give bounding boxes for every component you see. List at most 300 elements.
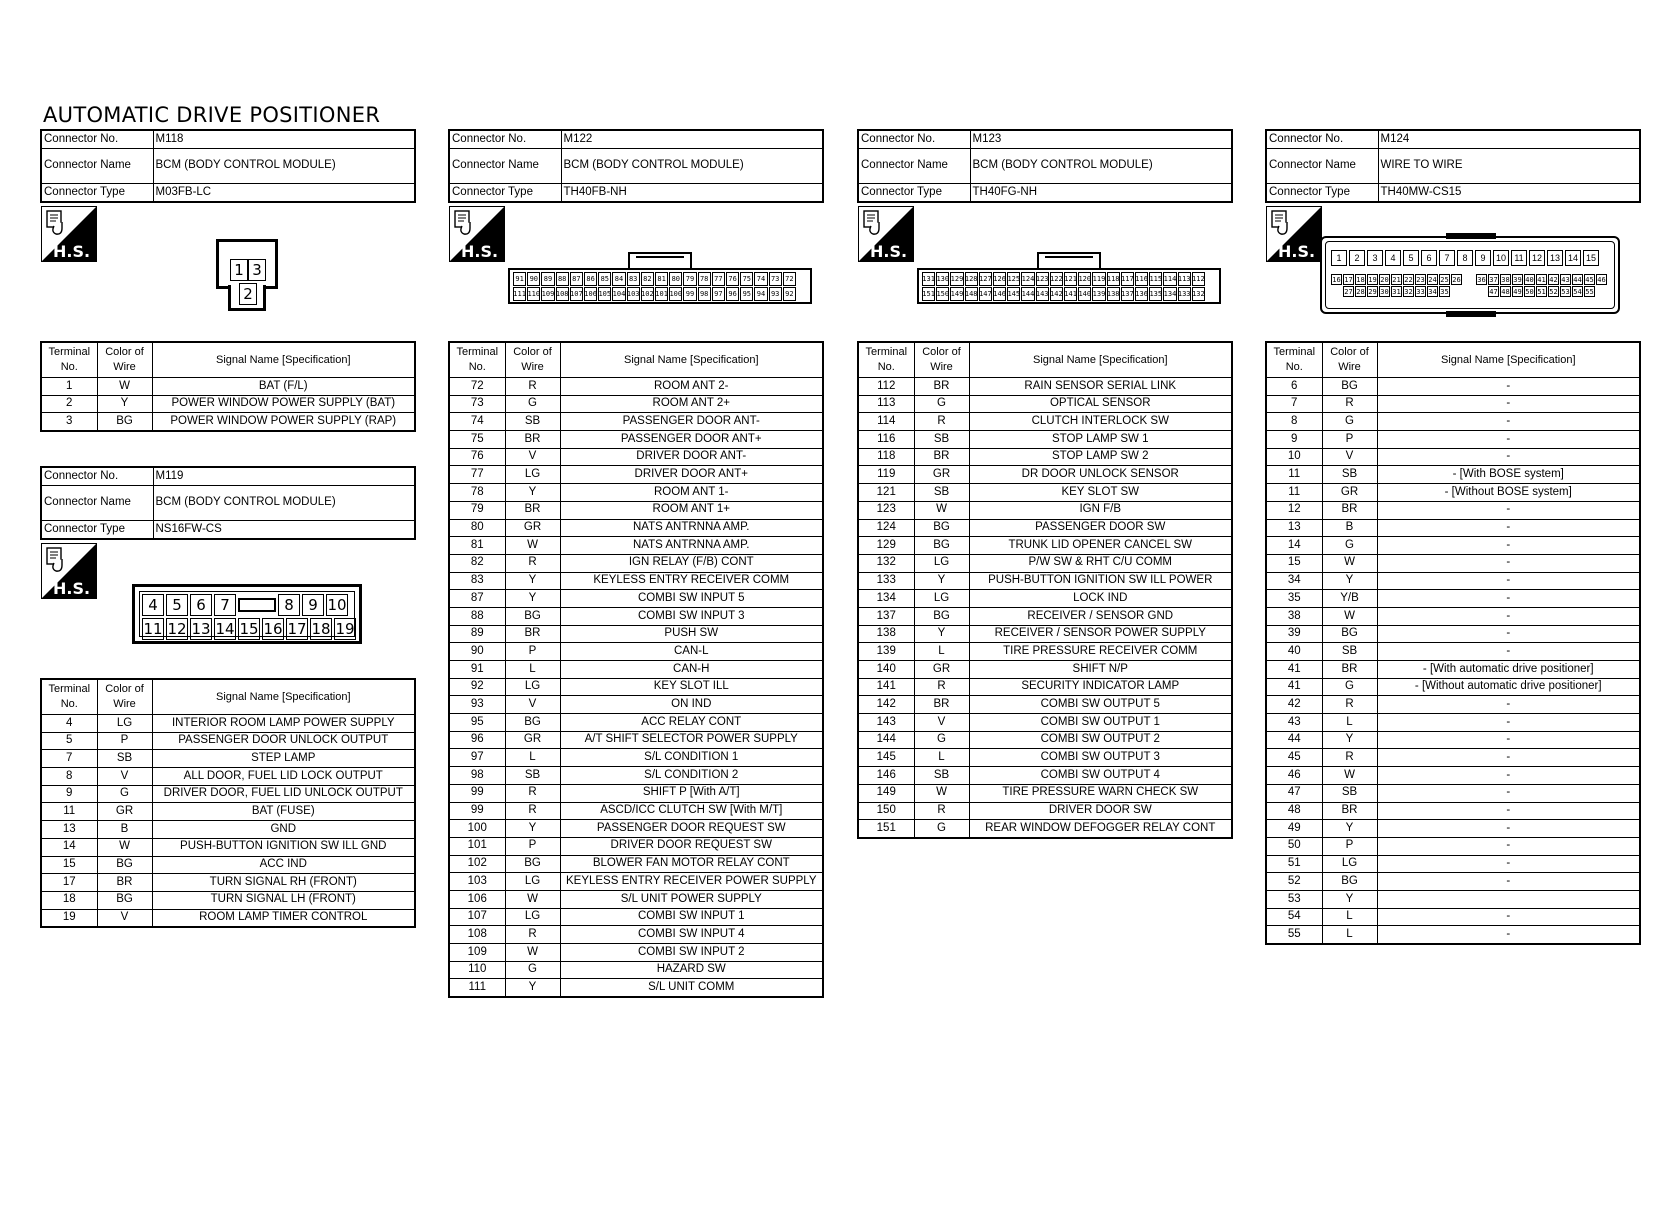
connector-pin: 105	[598, 287, 611, 301]
connector-pin: 5	[1403, 250, 1419, 266]
signal-name-cell: COMBI SW INPUT 4	[560, 926, 823, 944]
connector-pin: 138	[1107, 287, 1120, 301]
signal-name-cell: BAT (FUSE)	[152, 803, 415, 821]
connector-pin: 17	[1344, 275, 1353, 284]
wire-color-cell: G	[914, 395, 969, 413]
table-row	[449, 873, 823, 891]
wire-color-cell: BG	[1322, 378, 1377, 396]
hs-label: H.S.	[1278, 242, 1316, 261]
terminal-no-cell: 140	[858, 661, 914, 679]
connector-pin: 82	[641, 272, 654, 286]
terminal-no-cell: 7	[1266, 395, 1322, 413]
table-row	[1266, 926, 1640, 944]
table-row	[1266, 714, 1640, 732]
connector-face-m124	[1320, 236, 1620, 314]
table-row	[858, 714, 1232, 732]
connector-pin: 29	[1368, 287, 1377, 296]
connector-pin: 45	[1585, 275, 1594, 284]
connector-pin: 135	[1149, 287, 1162, 301]
connector-pin: 18	[311, 620, 331, 638]
wire-color-cell: BG	[505, 607, 560, 625]
terminal-no-cell: 138	[858, 625, 914, 643]
connector-pin: 97	[712, 287, 725, 301]
signal-table	[1265, 341, 1641, 945]
connector-pin: 32	[1404, 287, 1413, 296]
wire-color-cell: GR	[1322, 484, 1377, 502]
signal-name-cell: -	[1377, 431, 1640, 449]
table-row	[449, 767, 823, 785]
signal-name-cell: IGN F/B	[969, 501, 1232, 519]
wire-color-cell: LG	[505, 678, 560, 696]
connector-pin: 14	[1565, 250, 1581, 266]
connector-pin: 15	[239, 620, 259, 638]
signal-name-cell: SHIFT N/P	[969, 661, 1232, 679]
table-row	[449, 926, 823, 944]
terminal-no-header: Terminal No.	[41, 342, 97, 378]
signal-name-cell: -	[1377, 837, 1640, 855]
connector-no-value: M122	[561, 130, 823, 149]
table-row	[858, 661, 1232, 679]
wire-color-cell: BG	[914, 537, 969, 555]
table-row	[449, 572, 823, 590]
terminal-no-cell: 124	[858, 519, 914, 537]
connector-pin: 12	[1529, 250, 1545, 266]
connector-no-label: Connector No.	[858, 130, 970, 149]
wire-color-cell: G	[1322, 537, 1377, 555]
wire-color-cell: BR	[505, 501, 560, 519]
connector-pin: 118	[1107, 272, 1120, 286]
terminal-no-header: Terminal No.	[41, 679, 97, 715]
signal-table	[857, 341, 1233, 839]
connector-name-value: BCM (BODY CONTROL MODULE)	[970, 149, 1232, 184]
connector-pin: 7	[214, 594, 236, 616]
signal-name-cell: CAN-H	[560, 661, 823, 679]
color-of-wire-header: Color of Wire	[505, 342, 560, 378]
terminal-no-cell: 49	[1266, 820, 1322, 838]
connector-pin: 134	[1163, 287, 1176, 301]
table-row	[449, 802, 823, 820]
connector-pin: 122	[1050, 272, 1063, 286]
wire-color-cell: Y	[505, 979, 560, 997]
wire-color-cell: G	[97, 785, 152, 803]
wire-color-cell: GR	[97, 803, 152, 821]
connector-pin: 94	[754, 287, 767, 301]
terminal-no-cell: 96	[449, 731, 505, 749]
table-row	[449, 519, 823, 537]
signal-name-cell: S/L UNIT COMM	[560, 979, 823, 997]
terminal-no-cell: 45	[1266, 749, 1322, 767]
connector-pin: 51	[1537, 287, 1546, 296]
connector-pin: 34	[1428, 287, 1437, 296]
wire-color-cell: Y/B	[1322, 590, 1377, 608]
connector-info-table	[40, 466, 416, 540]
terminal-no-cell: 76	[449, 448, 505, 466]
table-row	[1266, 607, 1640, 625]
wire-color-cell: V	[505, 696, 560, 714]
signal-name-cell: NATS ANTRNNA AMP.	[560, 519, 823, 537]
terminal-no-cell: 53	[1266, 890, 1322, 908]
wire-color-cell: BR	[505, 625, 560, 643]
signal-name-cell: KEYLESS ENTRY RECEIVER POWER SUPPLY	[560, 873, 823, 891]
connector-pin: 114	[1163, 272, 1176, 286]
signal-name-cell: COMBI SW OUTPUT 5	[969, 696, 1232, 714]
terminal-no-cell: 108	[449, 926, 505, 944]
wire-color-cell: R	[505, 554, 560, 572]
signal-name-cell: COMBI SW INPUT 5	[560, 590, 823, 608]
signal-name-cell: TURN SIGNAL RH (FRONT)	[152, 874, 415, 892]
connector-pin: 120	[1078, 272, 1091, 286]
wire-color-cell: Y	[1322, 820, 1377, 838]
signal-name-cell: -	[1377, 696, 1640, 714]
connector-info-table	[40, 129, 416, 203]
signal-name-cell: IGN RELAY (F/B) CONT	[560, 554, 823, 572]
signal-name-cell: TURN SIGNAL LH (FRONT)	[152, 891, 415, 909]
wire-color-cell: W	[505, 890, 560, 908]
table-row	[858, 484, 1232, 502]
wire-color-cell: L	[1322, 908, 1377, 926]
connector-pin: 14	[215, 620, 235, 638]
wire-color-cell: SB	[97, 750, 152, 768]
wire-color-cell: BG	[97, 891, 152, 909]
connector-pin: 101	[655, 287, 668, 301]
signal-name-header: Signal Name [Specification]	[969, 342, 1232, 378]
connector-name-row	[1266, 149, 1640, 184]
connector-name-row	[41, 149, 415, 184]
table-row	[449, 431, 823, 449]
connector-pin: 46	[1597, 275, 1606, 284]
connector-info-table	[448, 129, 824, 203]
table-row	[449, 714, 823, 732]
signal-name-cell: -	[1377, 501, 1640, 519]
connector-no-row	[41, 130, 415, 149]
signal-table-header	[449, 342, 823, 378]
terminal-no-cell: 112	[858, 378, 914, 396]
signal-name-cell: P/W SW & RHT C/U COMM	[969, 554, 1232, 572]
table-row	[858, 413, 1232, 431]
wire-color-cell: SB	[505, 413, 560, 431]
terminal-no-cell: 11	[1266, 484, 1322, 502]
connector-pin: 17	[287, 620, 307, 638]
connector-pin: 25	[1440, 275, 1449, 284]
table-row	[41, 856, 415, 874]
signal-name-cell: ROOM ANT 1-	[560, 484, 823, 502]
connector-pin: 139	[1092, 287, 1105, 301]
harness-side-icon	[41, 543, 97, 599]
table-row	[858, 625, 1232, 643]
harness-side-icon	[41, 206, 97, 262]
wire-color-cell: BR	[914, 696, 969, 714]
signal-name-cell: RECEIVER / SENSOR GND	[969, 607, 1232, 625]
signal-name-cell: KEY SLOT ILL	[560, 678, 823, 696]
connector-pin: 107	[570, 287, 583, 301]
signal-name-header: Signal Name [Specification]	[1377, 342, 1640, 378]
terminal-no-cell: 87	[449, 590, 505, 608]
wire-color-cell: Y	[1322, 572, 1377, 590]
table-row	[858, 395, 1232, 413]
wire-color-cell: BG	[505, 855, 560, 873]
table-row	[1266, 378, 1640, 396]
wire-color-cell: G	[914, 731, 969, 749]
connector-pin: 6	[1421, 250, 1437, 266]
connector-pin: 20	[1380, 275, 1389, 284]
wire-color-cell: BG	[1322, 625, 1377, 643]
table-row	[449, 643, 823, 661]
terminal-no-cell: 15	[1266, 554, 1322, 572]
terminal-no-cell: 99	[449, 802, 505, 820]
connector-no-row	[858, 130, 1232, 149]
connector-pin: 76	[726, 272, 739, 286]
table-row	[1266, 519, 1640, 537]
wire-color-cell: R	[505, 926, 560, 944]
wire-color-cell: LG	[914, 590, 969, 608]
signal-name-cell: S/L UNIT POWER SUPPLY	[560, 890, 823, 908]
connector-name-value: WIRE TO WIRE	[1378, 149, 1640, 184]
connector-type-row	[449, 184, 823, 203]
table-row	[858, 466, 1232, 484]
terminal-no-cell: 74	[449, 413, 505, 431]
signal-name-cell: -	[1377, 926, 1640, 944]
wire-color-cell: LG	[97, 715, 152, 733]
terminal-no-cell: 98	[449, 767, 505, 785]
terminal-no-cell: 97	[449, 749, 505, 767]
table-row	[449, 448, 823, 466]
terminal-no-cell: 9	[1266, 431, 1322, 449]
wire-color-cell: W	[505, 537, 560, 555]
connector-name-value: BCM (BODY CONTROL MODULE)	[153, 486, 415, 521]
signal-name-cell: -	[1377, 820, 1640, 838]
connector-pin: 131	[922, 272, 935, 286]
wire-color-cell: BG	[97, 856, 152, 874]
terminal-no-cell: 11	[41, 803, 97, 821]
terminal-no-cell: 145	[858, 749, 914, 767]
table-row	[1266, 802, 1640, 820]
connector-face-m123	[917, 252, 1221, 302]
connector-pin: 39	[1513, 275, 1522, 284]
signal-name-cell: -	[1377, 802, 1640, 820]
terminal-no-cell: 150	[858, 802, 914, 820]
connector-pin: 116	[1135, 272, 1148, 286]
connector-pin: 132	[1192, 287, 1205, 301]
table-row	[1266, 696, 1640, 714]
connector-pin: 85	[598, 272, 611, 286]
wire-color-cell: P	[97, 732, 152, 750]
signal-name-cell: -	[1377, 413, 1640, 431]
connector-pin: 52	[1549, 287, 1558, 296]
connector-pin: 137	[1121, 287, 1134, 301]
terminal-no-cell: 51	[1266, 855, 1322, 873]
wire-color-cell: R	[914, 678, 969, 696]
signal-name-cell: COMBI SW OUTPUT 3	[969, 749, 1232, 767]
color-of-wire-header: Color of Wire	[97, 679, 152, 715]
wire-color-cell: P	[1322, 837, 1377, 855]
wire-color-cell: L	[914, 643, 969, 661]
connector-type-label: Connector Type	[41, 521, 153, 540]
terminal-no-cell: 107	[449, 908, 505, 926]
terminal-no-cell: 137	[858, 607, 914, 625]
terminal-no-cell: 119	[858, 466, 914, 484]
terminal-no-cell: 19	[41, 909, 97, 927]
table-row	[858, 431, 1232, 449]
harness-side-icon	[858, 206, 914, 262]
table-row	[1266, 749, 1640, 767]
terminal-no-cell: 72	[449, 378, 505, 396]
table-row	[449, 395, 823, 413]
connector-pin: 22	[1404, 275, 1413, 284]
connector-pin: 123	[1036, 272, 1049, 286]
connector-pin: 1	[1331, 250, 1347, 266]
connector-pin: 13	[191, 620, 211, 638]
table-row	[1266, 501, 1640, 519]
connector-pin: 84	[612, 272, 625, 286]
connector-name-row	[449, 149, 823, 184]
terminal-no-cell: 133	[858, 572, 914, 590]
table-row	[858, 378, 1232, 396]
table-row	[1266, 890, 1640, 908]
signal-name-cell: NATS ANTRNNA AMP.	[560, 537, 823, 555]
signal-name-cell: STOP LAMP SW 1	[969, 431, 1232, 449]
table-row	[41, 395, 415, 413]
connector-pin: 113	[1178, 272, 1191, 286]
signal-name-cell: -	[1377, 714, 1640, 732]
page-title: AUTOMATIC DRIVE POSITIONER	[43, 103, 381, 127]
connector-type-value: M03FB-LC	[153, 184, 415, 203]
table-row	[1266, 537, 1640, 555]
table-row	[1266, 625, 1640, 643]
connector-pin: 30	[1380, 287, 1389, 296]
connector-pin: 12	[167, 620, 187, 638]
signal-name-cell: -	[1377, 767, 1640, 785]
terminal-no-cell: 5	[41, 732, 97, 750]
terminal-no-cell: 46	[1266, 767, 1322, 785]
table-row	[449, 466, 823, 484]
connector-pin: 16	[1332, 275, 1341, 284]
connector-pin: 3	[248, 259, 266, 281]
wire-color-cell: W	[914, 501, 969, 519]
connector-name-label: Connector Name	[449, 149, 561, 184]
table-row	[41, 874, 415, 892]
table-row	[858, 696, 1232, 714]
terminal-no-cell: 92	[449, 678, 505, 696]
table-row	[858, 678, 1232, 696]
terminal-no-cell: 143	[858, 714, 914, 732]
connector-pin: 53	[1561, 287, 1570, 296]
wire-color-cell: LG	[914, 554, 969, 572]
table-row	[449, 537, 823, 555]
wire-color-cell: L	[1322, 926, 1377, 944]
wire-color-cell: G	[1322, 413, 1377, 431]
signal-name-cell: - [Without BOSE system]	[1377, 484, 1640, 502]
connector-pin: 10	[1493, 250, 1509, 266]
table-row	[41, 891, 415, 909]
connector-type-row	[1266, 184, 1640, 203]
connector-pin: 40	[1525, 275, 1534, 284]
signal-name-cell: -	[1377, 554, 1640, 572]
connector-pin: 10	[327, 596, 347, 614]
table-row	[449, 378, 823, 396]
signal-name-cell: COMBI SW INPUT 1	[560, 908, 823, 926]
wire-color-cell: L	[505, 749, 560, 767]
signal-name-cell: PUSH SW	[560, 625, 823, 643]
terminal-no-cell: 43	[1266, 714, 1322, 732]
table-row	[1266, 413, 1640, 431]
connector-pin: 129	[950, 272, 963, 286]
connector-pin: 33	[1416, 287, 1425, 296]
signal-name-cell: PASSENGER DOOR ANT+	[560, 431, 823, 449]
hs-label: H.S.	[870, 242, 908, 261]
terminal-no-cell: 39	[1266, 625, 1322, 643]
wire-color-cell: LG	[505, 908, 560, 926]
table-row	[1266, 466, 1640, 484]
connector-pin: 38	[1501, 275, 1510, 284]
wire-color-cell: W	[97, 378, 152, 396]
terminal-no-cell: 149	[858, 784, 914, 802]
signal-name-cell: CAN-L	[560, 643, 823, 661]
terminal-no-cell: 80	[449, 519, 505, 537]
signal-name-cell: -	[1377, 590, 1640, 608]
wire-color-cell: Y	[1322, 890, 1377, 908]
connector-pin: 91	[513, 272, 526, 286]
signal-name-cell: -	[1377, 395, 1640, 413]
table-row	[41, 803, 415, 821]
connector-info-table	[857, 129, 1233, 203]
signal-name-cell: -	[1377, 749, 1640, 767]
table-row	[41, 732, 415, 750]
signal-name-cell: COMBI SW INPUT 2	[560, 944, 823, 962]
connector-info-table	[1265, 129, 1641, 203]
connector-pin: 80	[669, 272, 682, 286]
table-row	[858, 537, 1232, 555]
signal-name-cell: COMBI SW INPUT 3	[560, 607, 823, 625]
color-of-wire-header: Color of Wire	[97, 342, 152, 378]
wire-color-cell: Y	[505, 820, 560, 838]
connector-pin: 11	[143, 620, 163, 638]
connector-pin: 151	[922, 287, 935, 301]
table-row	[449, 661, 823, 679]
wire-color-cell: R	[505, 378, 560, 396]
signal-name-cell: POWER WINDOW POWER SUPPLY (RAP)	[152, 413, 415, 431]
terminal-no-cell: 118	[858, 448, 914, 466]
connector-pin: 8	[278, 594, 300, 616]
table-row	[449, 979, 823, 997]
terminal-no-cell: 111	[449, 979, 505, 997]
terminal-no-cell: 146	[858, 767, 914, 785]
connector-no-label: Connector No.	[41, 130, 153, 149]
signal-name-cell: INTERIOR ROOM LAMP POWER SUPPLY	[152, 715, 415, 733]
connector-pin: 109	[541, 287, 554, 301]
signal-name-cell: COMBI SW OUTPUT 2	[969, 731, 1232, 749]
connector-pin: 4	[1385, 250, 1401, 266]
wire-color-cell: R	[1322, 395, 1377, 413]
signal-name-cell: POWER WINDOW POWER SUPPLY (BAT)	[152, 395, 415, 413]
table-row	[449, 413, 823, 431]
signal-name-cell: -	[1377, 731, 1640, 749]
connector-pin: 140	[1078, 287, 1091, 301]
wire-color-cell: SB	[914, 484, 969, 502]
signal-name-cell: HAZARD SW	[560, 961, 823, 979]
signal-name-cell: RAIN SENSOR SERIAL LINK	[969, 378, 1232, 396]
table-row	[858, 802, 1232, 820]
signal-table	[40, 678, 416, 928]
terminal-no-cell: 15	[41, 856, 97, 874]
terminal-no-cell: 83	[449, 572, 505, 590]
terminal-no-cell: 139	[858, 643, 914, 661]
connector-type-row	[41, 521, 415, 540]
connector-pin: 16	[263, 620, 283, 638]
signal-name-cell: OPTICAL SENSOR	[969, 395, 1232, 413]
terminal-no-cell: 7	[41, 750, 97, 768]
connector-pin: 102	[641, 287, 654, 301]
signal-name-cell: SECURITY INDICATOR LAMP	[969, 678, 1232, 696]
